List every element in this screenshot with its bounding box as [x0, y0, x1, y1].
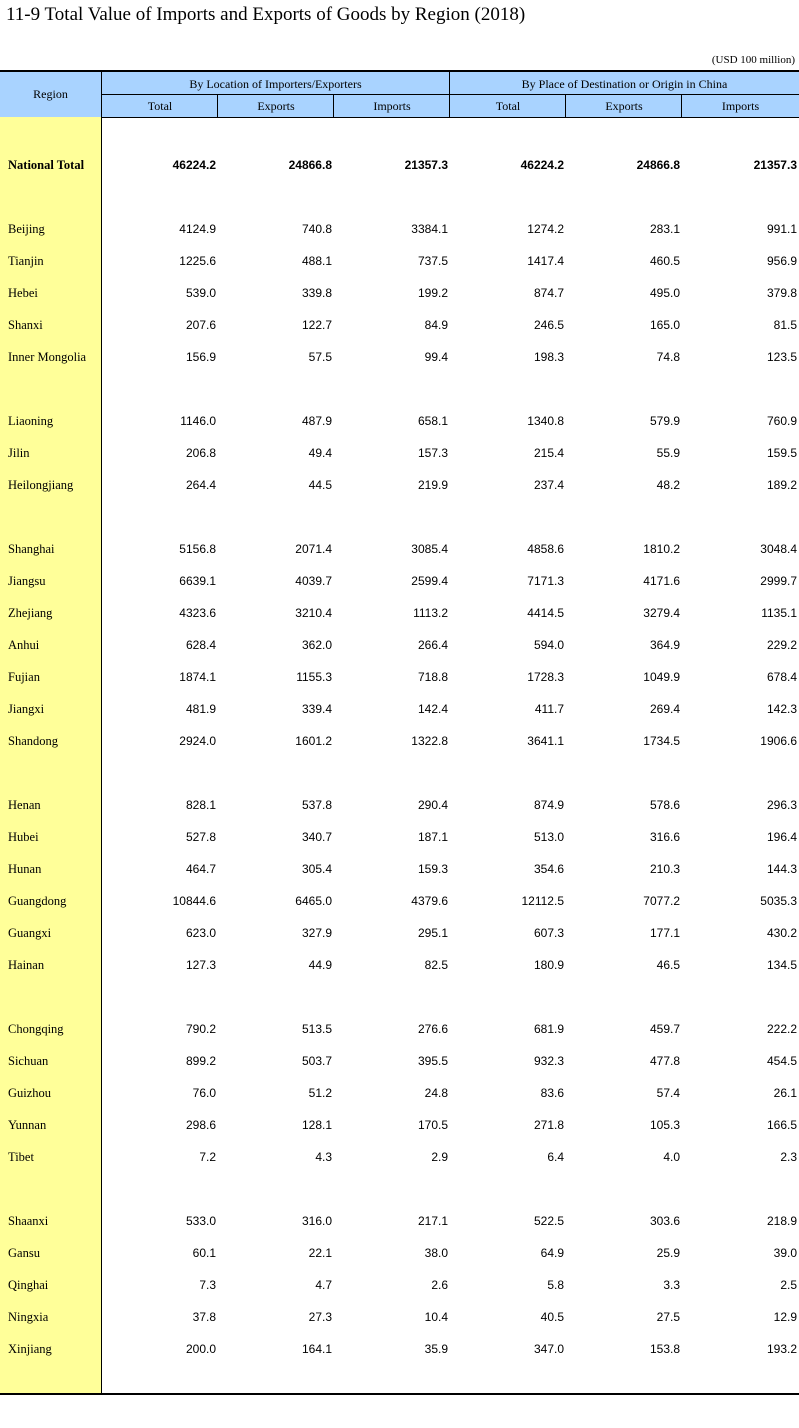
table-row [0, 155, 799, 175]
cell-value: 1225.6 [179, 254, 216, 268]
cell-value: 144.3 [766, 862, 797, 876]
table-row [0, 1339, 799, 1359]
cell-value: 3210.4 [295, 606, 332, 620]
cell-value: 57.5 [308, 350, 332, 364]
table-row [0, 731, 799, 751]
cell-value: 295.1 [417, 926, 448, 940]
cell-value: 5035.3 [760, 894, 797, 908]
cell-value: 347.0 [533, 1342, 564, 1356]
cell-value: 513.5 [301, 1022, 332, 1036]
cell-value: 578.6 [649, 798, 680, 812]
cell-value: 1906.6 [760, 734, 797, 748]
region-name: Tianjin [8, 254, 44, 268]
cell-value: 27.5 [656, 1310, 680, 1324]
cell-value: 39.0 [773, 1246, 797, 1260]
cell-value: 60.1 [192, 1246, 216, 1260]
cell-value: 200.0 [185, 1342, 216, 1356]
region-name: Guizhou [8, 1086, 52, 1100]
cell-value: 481.9 [185, 702, 216, 716]
cell-value: 44.9 [308, 958, 332, 972]
cell-value: 266.4 [417, 638, 448, 652]
cell-value: 1113.2 [413, 606, 448, 620]
cell-value: 35.9 [424, 1342, 448, 1356]
cell-value: 37.8 [192, 1310, 216, 1324]
header-exports-2: Exports [605, 99, 643, 113]
cell-value: 681.9 [533, 1022, 564, 1036]
table-row [0, 795, 799, 815]
cell-value: 64.9 [540, 1246, 564, 1260]
table-row [0, 219, 799, 239]
cell-value: 3384.1 [411, 222, 448, 236]
cell-value: 1734.5 [643, 734, 680, 748]
table-row [0, 827, 799, 847]
cell-value: 6639.1 [179, 574, 216, 588]
table-row [0, 1019, 799, 1039]
cell-value: 159.5 [766, 446, 797, 460]
cell-value: 316.6 [649, 830, 680, 844]
cell-value: 57.4 [656, 1086, 680, 1100]
cell-value: 828.1 [185, 798, 216, 812]
cell-value: 1049.9 [643, 670, 680, 684]
cell-value: 4379.6 [411, 894, 448, 908]
table-bottom-rule [0, 1393, 799, 1395]
cell-value: 411.7 [534, 702, 564, 716]
cell-value: 283.1 [649, 222, 680, 236]
region-name: Shaanxi [8, 1214, 49, 1228]
cell-value: 379.8 [766, 286, 797, 300]
cell-value: 7077.2 [643, 894, 680, 908]
cell-value: 678.4 [766, 670, 797, 684]
cell-value: 222.2 [766, 1022, 797, 1036]
region-name: Jilin [8, 446, 30, 460]
cell-value: 1274.2 [527, 222, 564, 236]
cell-value: 189.2 [766, 478, 797, 492]
region-name: Anhui [8, 638, 40, 652]
cell-value: 218.9 [766, 1214, 797, 1228]
region-name: Hebei [8, 286, 38, 300]
cell-value: 290.4 [417, 798, 448, 812]
cell-value: 156.9 [185, 350, 216, 364]
cell-value: 99.4 [424, 350, 448, 364]
cell-value: 24866.8 [636, 158, 680, 172]
cell-value: 24.8 [424, 1086, 448, 1100]
table-row [0, 1147, 799, 1167]
region-name: Beijing [8, 222, 45, 236]
cell-value: 7171.3 [527, 574, 564, 588]
cell-value: 3.3 [663, 1278, 680, 1292]
cell-value: 76.0 [192, 1086, 216, 1100]
cell-value: 271.8 [533, 1118, 564, 1132]
cell-value: 269.4 [649, 702, 680, 716]
cell-value: 81.5 [773, 318, 797, 332]
region-name: Chongqing [8, 1022, 64, 1036]
cell-value: 4039.7 [295, 574, 332, 588]
cell-value: 6465.0 [295, 894, 332, 908]
cell-value: 128.1 [301, 1118, 332, 1132]
cell-value: 6.4 [547, 1150, 564, 1164]
table-header [0, 70, 799, 118]
cell-value: 737.5 [417, 254, 448, 268]
cell-value: 2071.4 [295, 542, 332, 556]
table-row [0, 1307, 799, 1327]
cell-value: 84.9 [424, 318, 448, 332]
header-group-location: By Location of Importers/Exporters [189, 77, 362, 91]
cell-value: 237.4 [533, 478, 564, 492]
cell-value: 740.8 [301, 222, 332, 236]
cell-value: 219.9 [417, 478, 448, 492]
cell-value: 40.5 [540, 1310, 564, 1324]
cell-value: 339.8 [301, 286, 332, 300]
cell-value: 339.4 [301, 702, 332, 716]
cell-value: 316.0 [301, 1214, 332, 1228]
table-row [0, 891, 799, 911]
cell-value: 1322.8 [411, 734, 448, 748]
table-row [0, 667, 799, 687]
cell-value: 193.2 [766, 1342, 797, 1356]
cell-value: 1601.2 [295, 734, 332, 748]
region-name: Shandong [8, 734, 58, 748]
cell-value: 932.3 [533, 1054, 564, 1068]
region-name: Tibet [8, 1150, 34, 1164]
cell-value: 718.8 [417, 670, 448, 684]
cell-value: 362.0 [301, 638, 332, 652]
region-name: Henan [8, 798, 41, 812]
cell-value: 7.3 [199, 1278, 216, 1292]
table-row [0, 571, 799, 591]
cell-value: 503.7 [301, 1054, 332, 1068]
cell-value: 4.0 [663, 1150, 680, 1164]
cell-value: 459.7 [649, 1022, 680, 1036]
cell-value: 10.4 [424, 1310, 448, 1324]
cell-value: 4171.6 [643, 574, 680, 588]
cell-value: 460.5 [649, 254, 680, 268]
cell-value: 899.2 [185, 1054, 216, 1068]
cell-value: 340.7 [301, 830, 332, 844]
table-row [0, 539, 799, 559]
region-name: Hainan [8, 958, 45, 972]
cell-value: 4858.6 [527, 542, 564, 556]
cell-value: 206.8 [185, 446, 216, 460]
cell-value: 956.9 [766, 254, 797, 268]
cell-value: 991.1 [766, 222, 797, 236]
cell-value: 21357.3 [404, 158, 448, 172]
cell-value: 790.2 [185, 1022, 216, 1036]
region-name: Jiangsu [8, 574, 46, 588]
cell-value: 1340.8 [527, 414, 564, 428]
region-name: Hubei [8, 830, 39, 844]
cell-value: 55.9 [656, 446, 680, 460]
cell-value: 215.4 [533, 446, 564, 460]
cell-value: 1146.0 [180, 414, 216, 428]
region-name: Xinjiang [8, 1342, 52, 1356]
cell-value: 874.9 [533, 798, 564, 812]
cell-value: 1810.2 [643, 542, 680, 556]
cell-value: 1874.1 [179, 670, 216, 684]
cell-value: 142.4 [417, 702, 448, 716]
region-name: Guangxi [8, 926, 52, 940]
cell-value: 83.6 [540, 1086, 564, 1100]
region-name: Gansu [8, 1246, 40, 1260]
cell-value: 537.8 [301, 798, 332, 812]
table-row [0, 699, 799, 719]
cell-value: 170.5 [417, 1118, 448, 1132]
header-region: Region [33, 87, 68, 101]
cell-value: 623.0 [185, 926, 216, 940]
cell-value: 513.0 [533, 830, 564, 844]
region-name: Shanxi [8, 318, 43, 332]
region-name: National Total [8, 158, 85, 172]
cell-value: 430.2 [766, 926, 797, 940]
cell-value: 10844.6 [172, 894, 216, 908]
cell-value: 49.4 [308, 446, 332, 460]
table-row [0, 1275, 799, 1295]
cell-value: 196.4 [766, 830, 797, 844]
cell-value: 395.5 [417, 1054, 448, 1068]
cell-value: 246.5 [533, 318, 564, 332]
table-row [0, 475, 799, 495]
table-row [0, 1051, 799, 1071]
page-title: 11-9 Total Value of Imports and Exports of Goods by Region (2018) [6, 4, 526, 25]
table-row [0, 1211, 799, 1231]
cell-value: 874.7 [533, 286, 564, 300]
cell-value: 123.5 [766, 350, 797, 364]
cell-value: 157.3 [417, 446, 448, 460]
cell-value: 539.0 [185, 286, 216, 300]
cell-value: 74.8 [656, 350, 680, 364]
table-row [0, 1083, 799, 1103]
region-name: Ningxia [8, 1310, 49, 1324]
cell-value: 44.5 [308, 478, 332, 492]
table-row [0, 955, 799, 975]
cell-value: 296.3 [766, 798, 797, 812]
region-name: Liaoning [8, 414, 54, 428]
cell-value: 21357.3 [753, 158, 797, 172]
cell-value: 364.9 [649, 638, 680, 652]
cell-value: 464.7 [185, 862, 216, 876]
cell-value: 760.9 [766, 414, 797, 428]
cell-value: 142.3 [766, 702, 797, 716]
table-row [0, 1115, 799, 1135]
table-row [0, 347, 799, 367]
cell-value: 303.6 [649, 1214, 680, 1228]
cell-value: 2.9 [431, 1150, 448, 1164]
cell-value: 3279.4 [643, 606, 680, 620]
table-row [0, 443, 799, 463]
header-imports-1: Imports [373, 99, 411, 113]
cell-value: 4323.6 [179, 606, 216, 620]
header-imports-2: Imports [721, 99, 760, 113]
cell-value: 1417.4 [527, 254, 564, 268]
cell-value: 454.5 [766, 1054, 797, 1068]
cell-value: 207.6 [185, 318, 216, 332]
table-row [0, 315, 799, 335]
cell-value: 159.3 [417, 862, 448, 876]
cell-value: 305.4 [301, 862, 332, 876]
cell-value: 3085.4 [411, 542, 448, 556]
cell-value: 46.5 [656, 958, 680, 972]
cell-value: 7.2 [199, 1150, 216, 1164]
cell-value: 22.1 [308, 1246, 332, 1260]
table-row [0, 283, 799, 303]
cell-value: 533.0 [185, 1214, 216, 1228]
cell-value: 105.3 [649, 1118, 680, 1132]
table-row [0, 635, 799, 655]
cell-value: 177.1 [649, 926, 680, 940]
cell-value: 658.1 [417, 414, 448, 428]
cell-value: 579.9 [649, 414, 680, 428]
cell-value: 3641.1 [527, 734, 564, 748]
cell-value: 522.5 [533, 1214, 564, 1228]
cell-value: 25.9 [656, 1246, 680, 1260]
region-column-background [0, 117, 102, 1394]
cell-value: 477.8 [649, 1054, 680, 1068]
region-name: Sichuan [8, 1054, 49, 1068]
cell-value: 2599.4 [411, 574, 448, 588]
cell-value: 180.9 [533, 958, 564, 972]
region-name: Guangdong [8, 894, 67, 908]
cell-value: 46224.2 [172, 158, 216, 172]
cell-value: 4.3 [315, 1150, 332, 1164]
region-name: Heilongjiang [8, 478, 74, 492]
table-row [0, 251, 799, 271]
cell-value: 628.4 [185, 638, 216, 652]
cell-value: 187.1 [417, 830, 448, 844]
cell-value: 153.8 [649, 1342, 680, 1356]
cell-value: 495.0 [649, 286, 680, 300]
cell-value: 51.2 [308, 1086, 332, 1100]
cell-value: 165.0 [649, 318, 680, 332]
cell-value: 38.0 [424, 1246, 448, 1260]
data-table [0, 70, 799, 118]
cell-value: 217.1 [417, 1214, 448, 1228]
cell-value: 594.0 [533, 638, 564, 652]
cell-value: 527.8 [185, 830, 216, 844]
cell-value: 82.5 [424, 958, 448, 972]
header-group-destination: By Place of Destination or Origin in China [521, 77, 728, 91]
cell-value: 264.4 [185, 478, 216, 492]
cell-value: 4414.5 [527, 606, 564, 620]
cell-value: 607.3 [533, 926, 564, 940]
cell-value: 298.6 [185, 1118, 216, 1132]
region-name: Hunan [8, 862, 42, 876]
table-row [0, 1243, 799, 1263]
cell-value: 166.5 [766, 1118, 797, 1132]
cell-value: 12112.5 [521, 894, 564, 908]
cell-value: 122.7 [301, 318, 332, 332]
cell-value: 4124.9 [179, 222, 216, 236]
cell-value: 199.2 [417, 286, 448, 300]
cell-value: 2999.7 [760, 574, 797, 588]
region-name: Qinghai [8, 1278, 49, 1292]
cell-value: 27.3 [308, 1310, 332, 1324]
table-row [0, 923, 799, 943]
cell-value: 2924.0 [179, 734, 216, 748]
cell-value: 24866.8 [288, 158, 332, 172]
cell-value: 4.7 [315, 1278, 332, 1292]
cell-value: 354.6 [533, 862, 564, 876]
cell-value: 198.3 [533, 350, 564, 364]
cell-value: 46224.2 [520, 158, 564, 172]
table-row [0, 603, 799, 623]
region-name: Inner Mongolia [8, 350, 87, 364]
header-total-2: Total [495, 99, 521, 113]
cell-value: 127.3 [185, 958, 216, 972]
cell-value: 2.5 [780, 1278, 797, 1292]
cell-value: 5156.8 [179, 542, 216, 556]
cell-value: 229.2 [766, 638, 797, 652]
cell-value: 134.5 [766, 958, 797, 972]
cell-value: 1135.1 [761, 606, 797, 620]
header-exports-1: Exports [257, 99, 295, 113]
cell-value: 2.3 [780, 1150, 797, 1164]
cell-value: 5.8 [547, 1278, 564, 1292]
cell-value: 210.3 [649, 862, 680, 876]
cell-value: 488.1 [301, 254, 332, 268]
cell-value: 487.9 [301, 414, 332, 428]
region-name: Shanghai [8, 542, 55, 556]
cell-value: 327.9 [301, 926, 332, 940]
cell-value: 3048.4 [760, 542, 797, 556]
cell-value: 164.1 [301, 1342, 332, 1356]
header-total-1: Total [147, 99, 173, 113]
region-name: Yunnan [8, 1118, 47, 1132]
cell-value: 1728.3 [527, 670, 564, 684]
cell-value: 2.6 [431, 1278, 448, 1292]
cell-value: 26.1 [773, 1086, 797, 1100]
region-name: Jiangxi [8, 702, 45, 716]
region-name: Zhejiang [8, 606, 53, 620]
region-name: Fujian [8, 670, 40, 684]
cell-value: 48.2 [656, 478, 680, 492]
cell-value: 1155.3 [296, 670, 332, 684]
table-row [0, 411, 799, 431]
unit-note: (USD 100 million) [711, 54, 795, 66]
cell-value: 276.6 [417, 1022, 448, 1036]
table-row [0, 859, 799, 879]
cell-value: 12.9 [773, 1310, 797, 1324]
